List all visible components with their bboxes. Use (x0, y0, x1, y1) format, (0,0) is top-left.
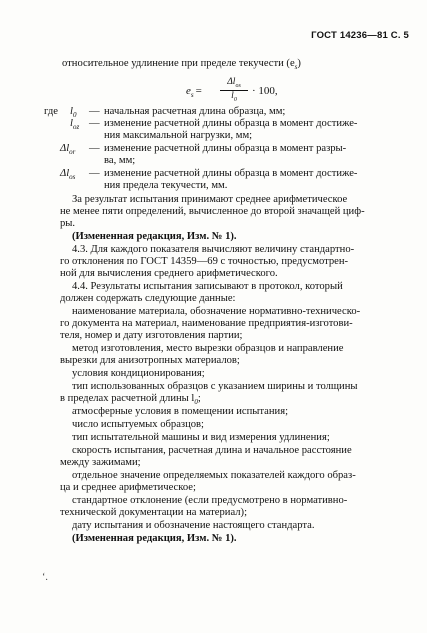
def-dash: — (89, 118, 100, 129)
para-result-line-2: не менее пяти определений, вычисленное до второй значащей циф- (60, 206, 365, 217)
def-symbol-main: Δl (60, 143, 70, 154)
def-symbol-sub: 0 (72, 111, 77, 120)
item-1-line-1: наименование материала, обозначение нормативно-техническо- (72, 306, 361, 317)
item-1-line-3: теля, номер и дату изготовления партии; (60, 330, 243, 341)
def-symbol-sub: os (69, 173, 76, 182)
intro-end: ) (297, 58, 301, 69)
item-8-line-1: скорость испытания, расчетная длина и начальное расстояние (72, 445, 352, 456)
item-1-line-2: го документа на материал, наименование предприятия-изготови- (60, 318, 353, 329)
formula-num-symbol: Δl (227, 77, 236, 87)
def-text-cont: ния предела текучести, мм. (104, 180, 228, 192)
item-5: атмосферные условия в помещении испытания; (72, 406, 289, 417)
intro-text: относительное удлинение при пределе текучести (e (62, 58, 295, 69)
para-result-line-1: За результат испытания принимают среднее арифметическое (72, 194, 348, 205)
item-3: условия кондиционирования; (72, 368, 205, 379)
item-7: тип испытательной машины и вид измерения удлинения; (72, 432, 330, 443)
item-10-line-1: стандартное отклонение (если предусмотрено в нормативно- (72, 495, 348, 506)
formula-denominator (220, 91, 248, 103)
def-dash: — (89, 168, 100, 179)
def-symbol-sub: oz (72, 123, 80, 132)
formula-eq: = (195, 85, 202, 97)
def-dash: — (89, 143, 100, 154)
def-symbol-main: Δl (60, 168, 70, 179)
formula (186, 77, 306, 103)
para-4-3-line-1: 4.3. Для каждого показателя вычисляют величину стандартно- (72, 244, 355, 255)
scan-mark: ʻ. (42, 572, 48, 583)
def-text: изменение расчетной длины образца в момент достиже- (104, 118, 358, 129)
page-header: ГОСТ 14236—81 С. 5 (311, 30, 409, 41)
item-4-sub: 0 (194, 398, 198, 407)
item-6: число испытуемых образцов; (72, 419, 204, 430)
item-8-line-2: между зажимами; (60, 457, 141, 468)
def-text-cont: ва, мм; (104, 155, 136, 167)
intro-line (62, 58, 414, 74)
formula-den-sub: 0 (233, 96, 237, 103)
item-4-end: ; (197, 393, 201, 404)
edit-note-1: (Измененная редакция, Изм. № 1). (72, 231, 237, 242)
intro-sub: s (294, 63, 298, 72)
para-4-3-line-3: ной для вычисления среднего арифметического. (60, 268, 278, 279)
def-symbol (60, 143, 75, 159)
formula-num-sub: os (235, 82, 241, 89)
item-11: дату испытания и обозначение настоящего стандарта. (72, 520, 315, 531)
item-10-line-2: технической документации на материал); (60, 507, 248, 518)
edit-note-2: (Измененная редакция, Изм. № 1). (72, 533, 237, 544)
formula-den-symbol: l (231, 90, 234, 101)
para-result-line-3: ры. (60, 218, 76, 229)
formula-lhs-sub: s (190, 91, 194, 100)
def-symbol-sub: or (69, 148, 76, 157)
item-9-line-2: ца и среднее арифметическое; (60, 482, 196, 493)
item-2-line-1: метод изготовления, место вырезки образцов и направление (72, 343, 344, 354)
formula-numerator (220, 77, 248, 91)
para-4-4-line-1: 4.4. Результаты испытания записывают в протокол, который (72, 281, 343, 292)
def-symbol-main: l (70, 118, 73, 129)
formula-rhs: · 100, (252, 85, 278, 97)
def-text: изменение расчетной длины образца в момент разры- (104, 143, 347, 154)
para-4-4-line-2: должен содержать следующие данные: (60, 293, 236, 304)
item-4-text: в пределах расчетной длины l (60, 393, 195, 404)
item-9-line-1: отдельное значение определяемых показателей каждого образ- (72, 470, 356, 481)
def-symbol (70, 118, 79, 134)
def-prefix: где (44, 106, 58, 117)
formula-lhs (186, 85, 202, 99)
def-dash: — (89, 106, 100, 117)
item-4-line-1: тип использованных образцов с указанием ширины и толщины (72, 381, 358, 392)
formula-lhs-symbol: e (186, 85, 191, 97)
def-symbol (60, 168, 75, 184)
def-symbol-main: l (70, 106, 73, 117)
para-4-3-line-2: го отклонения по ГОСТ 14359—69 с точностью, предусмотрен- (60, 256, 349, 267)
formula-fraction (220, 77, 248, 103)
def-text-cont: ния максимальной нагрузки, мм; (104, 130, 253, 142)
item-2-line-2: вырезки для анизотропных материалов; (60, 355, 240, 366)
def-text: изменение расчетной длины образца в момент достиже- (104, 168, 358, 179)
def-text: начальная расчетная длина образца, мм; (104, 106, 286, 117)
